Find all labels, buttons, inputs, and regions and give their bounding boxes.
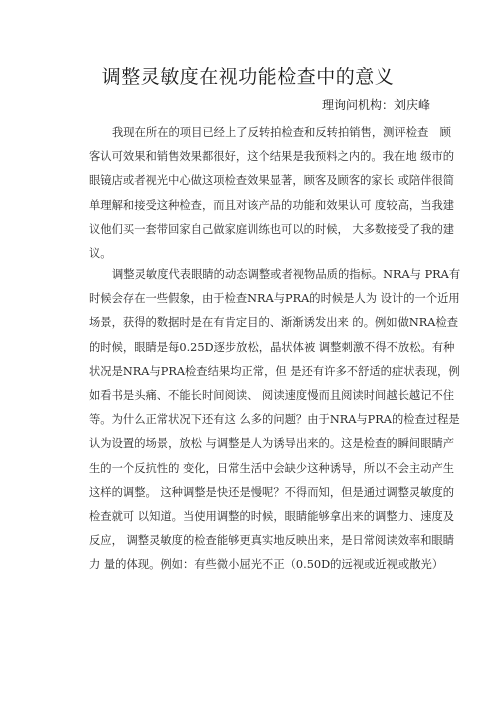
paragraph-line: 生的一个反抗性的 变化，日常生活中会缺少这种诱导，所以不会主动产生 <box>89 461 455 475</box>
paragraph-line: 状况是NRA与PRA检查结果均正常，但 是还有许多不舒适的症状表现，例 <box>89 364 460 378</box>
paragraph-line: 反应， 调整灵敏度的检查能够更真实地反映出来，是日常阅读效率和眼睛 <box>89 534 455 548</box>
paragraph-line: 场景，获得的数据时是在有肯定目的、渐渐诱发出来 的。例如做NRA检查 <box>89 316 459 330</box>
paragraph-line: 客认可效果和销售效果都很好，这个结果是我预料之内的。我在地 级市的 <box>89 150 455 164</box>
paragraph-line: 等。为什么正常状况下还有这 么多的问题？由于NRA与PRA的检查过程是 <box>89 413 460 427</box>
paragraph-line: 单理解和接受这种检查，而且对该产品的功能和效果认可 度较高，当我建 <box>89 198 455 212</box>
paragraph-line: 我现在所在的项目已经上了反转拍检查和反转拍销售，测评检查 顾 <box>112 126 451 139</box>
paragraph-line: 认为设置的场景，放松 与调整是人为诱导出来的。这是检查的瞬间眼睛产 <box>89 437 455 451</box>
document-author: 理询问机构：刘庆峰 <box>321 98 430 112</box>
paragraph-line: 议他们买一套带回家自己做家庭训练也可以的时候， 大多数接受了我的建 <box>89 222 455 236</box>
document-title: 调整灵敏度在视功能检查中的意义 <box>101 66 395 88</box>
paragraph-line: 的时候，眼睛是每0.25D逐步放松，晶状体被 调整刺激不得不放松。有种 <box>89 340 455 354</box>
paragraph-line: 调整灵敏度代表眼睛的动态调整或者视物品质的指标。NRA与 PRA有 <box>112 268 461 281</box>
paragraph-line: 这样的调整。 这种调整是快还是慢呢？不得而知，但是通过调整灵敏度的 <box>89 485 455 499</box>
paragraph-2 <box>89 263 461 577</box>
paragraph-line: 力 量的体现。例如：有些微小屈光不正（0.50D的远视或近视或散光） <box>89 558 444 572</box>
paragraph-line: 如看书是头痛、不能长时间阅读、 阅读速度慢而且阅读时间越长越记不住 <box>89 388 455 402</box>
paragraph-line: 检查就可 以知道。当使用调整的时候，眼睛能够拿出来的调整力、速度及 <box>89 509 455 523</box>
paragraph-line: 眼镜店或者视光中心做这项检查效果显著，顾客及顾客的家长 或陪伴很简 <box>89 174 455 188</box>
paragraph-line: 议。 <box>89 246 112 260</box>
paragraph-line: 时候会存在一些假象，由于检查NRA与PRA的时候是人为 设计的一个近用 <box>89 292 460 306</box>
paragraph-1 <box>89 121 455 266</box>
